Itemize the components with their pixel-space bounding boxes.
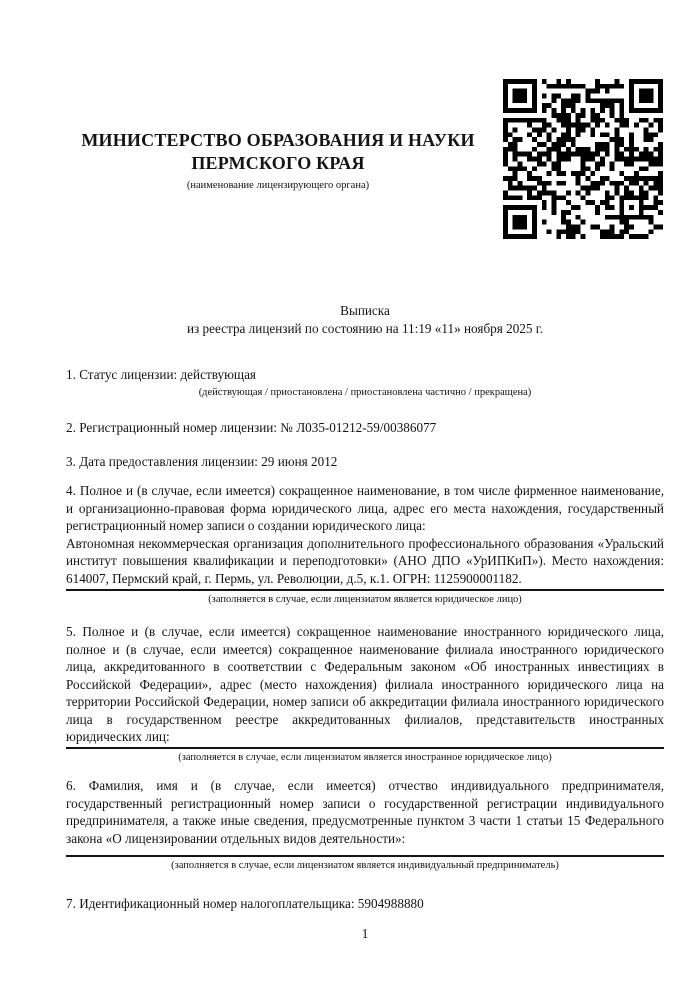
licensing-authority-block bbox=[66, 129, 490, 192]
registration-number-text: 2. Регистрационный номер лицензии: № Л035-01212-59/00386077 bbox=[66, 420, 437, 435]
document-title-line1: Выписка bbox=[340, 303, 390, 318]
individual-entrepreneur-note: (заполняется в случае, если лицензиатом является индивидуальный предприниматель) bbox=[171, 860, 559, 871]
fill-line bbox=[66, 747, 664, 749]
item-registration-number bbox=[66, 419, 664, 437]
item-license-status bbox=[66, 366, 664, 399]
fill-line bbox=[66, 855, 664, 857]
legal-entity-label: 4. Полное и (в случае, если имеется) сокращенное наименование, в том числе фирменное наименование, и организационно-правовая форма юридического лица, адрес его места нахождения, государственный регистрационный номер записи о создании юридического лица: bbox=[66, 483, 664, 533]
foreign-entity-note: (заполняется в случае, если лицензиатом является иностранное юридическое лицо) bbox=[178, 751, 552, 763]
page-number: 1 bbox=[361, 926, 369, 941]
foreign-entity-label: 5. Полное и (в случае, если имеется) сокращенное наименование иностранного юридического лица, полное и (в случае, если имеется) сокращенное наименование филиала иностранного юридического лица, аккредитованного в соответствии с Федеральным законом «Об иностранных инвестициях в Российской Федерации», адрес (место нахождения) филиала иностранного юридического лица на территории Российской Федерации, номер записи об аккредитации филиала иностранного юридического лица в государственном реестре аккредитованных филиалов, представительств иностранных юридических лиц: bbox=[66, 624, 664, 744]
item-individual-entrepreneur bbox=[66, 777, 664, 872]
license-status-note: (действующая / приостановлена / приостановлена частично / прекращена) bbox=[198, 386, 532, 398]
document-title bbox=[66, 302, 664, 338]
document-title-line2: из реестра лицензий по состоянию на 11:19 «11» ноября 2025 г. bbox=[186, 321, 544, 336]
qr-code-icon bbox=[503, 79, 663, 239]
item-license-date bbox=[66, 453, 664, 471]
ministry-name: МИНИСТЕРСТВО ОБРАЗОВАНИЯ И НАУКИ ПЕРМСКОГО КРАЯ bbox=[81, 130, 475, 173]
license-status-text: 1. Статус лицензии: действующая bbox=[66, 367, 257, 382]
individual-entrepreneur-label: 6. Фамилия, имя и (в случае, если имеется) отчество индивидуального предпринимателя, государственный регистрационный номер записи о государственной регистрации индивидуального предпринимателя, а также иные сведения, предусмотренные пунктом 3 части 1 статьи 15 Федерального закона «О лицензировании отдельных видов деятельности»: bbox=[66, 778, 664, 846]
legal-entity-note: (заполняется в случае, если лицензиатом является юридическое лицо) bbox=[208, 594, 522, 605]
legal-entity-value: Автономная некоммерческая организация дополнительного профессионального образования «Уральский институт повышения квалификации и переподготовки» (АНО ДПО «УрИПКиП»). Место нахождения: 614007, Пермский край, г. Пермь, ул. Революции, д.5, к.1. ОГРН: 1125900001182. bbox=[66, 535, 664, 586]
fill-line bbox=[66, 589, 664, 591]
item-foreign-entity bbox=[66, 623, 664, 764]
ministry-caption: (наименование лицензирующего органа) bbox=[186, 180, 370, 191]
item-legal-entity bbox=[66, 482, 664, 606]
item-taxpayer-number bbox=[66, 895, 664, 913]
license-date-text: 3. Дата предоставления лицензии: 29 июня 2012 bbox=[66, 454, 338, 469]
taxpayer-number-text: 7. Идентификационный номер налогоплательщика: 5904988880 bbox=[66, 896, 424, 911]
